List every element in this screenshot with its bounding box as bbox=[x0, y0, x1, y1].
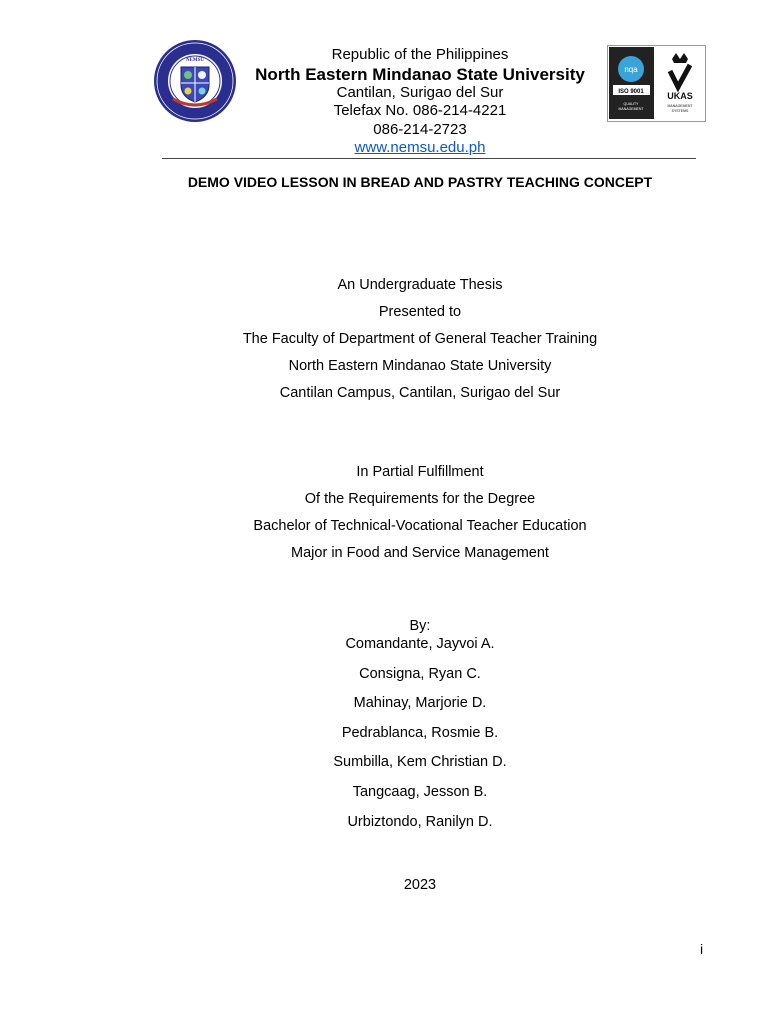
thesis-title: DEMO VIDEO LESSON IN BREAD AND PASTRY TEACHING CONCEPT bbox=[187, 174, 653, 190]
author-name: Tangcaag, Jesson B. bbox=[352, 783, 488, 800]
presentation-line: The Faculty of Department of General Teacher Training bbox=[242, 331, 598, 347]
letterhead bbox=[240, 46, 600, 158]
page-number: i bbox=[700, 941, 704, 957]
svg-text:nqa: nqa bbox=[624, 65, 638, 74]
svg-text:SYSTEMS: SYSTEMS bbox=[671, 109, 689, 113]
fulfillment-line: Of the Requirements for the Degree bbox=[304, 491, 536, 507]
republic-line: Republic of the Philippines bbox=[331, 46, 509, 63]
svg-text:QUALITY: QUALITY bbox=[623, 102, 639, 106]
presentation-line: Cantilan Campus, Cantilan, Surigao del Sur bbox=[279, 385, 561, 401]
header-divider bbox=[162, 158, 696, 159]
presentation-line: Presented to bbox=[378, 304, 462, 320]
fulfillment-line: Major in Food and Service Management bbox=[291, 545, 549, 561]
thesis-year: 2023 bbox=[403, 877, 437, 893]
telefax-line: Telefax No. 086-214-4221 bbox=[333, 102, 507, 119]
svg-text:UKAS: UKAS bbox=[667, 91, 693, 101]
certification-logos bbox=[607, 45, 706, 122]
ukas-logo bbox=[656, 47, 704, 119]
fulfillment-line: In Partial Fulfillment bbox=[356, 464, 484, 480]
university-seal-logo bbox=[153, 39, 237, 123]
university-name: North Eastern Mindanao State University bbox=[255, 64, 585, 84]
authors-list bbox=[0, 630, 768, 837]
author-name: Pedrablanca, Rosmie B. bbox=[341, 724, 499, 741]
presentation-line: An Undergraduate Thesis bbox=[337, 277, 503, 293]
nqa-iso-logo bbox=[609, 47, 654, 119]
presentation-line: North Eastern Mindanao State University bbox=[288, 358, 552, 374]
author-name: Mahinay, Marjorie D. bbox=[353, 695, 487, 712]
svg-text:MANAGEMENT: MANAGEMENT bbox=[667, 104, 693, 108]
by-label: By: bbox=[409, 618, 431, 634]
fulfillment-line: Bachelor of Technical-Vocational Teacher Education bbox=[253, 518, 587, 534]
presentation-block bbox=[0, 272, 768, 407]
author-name: Consigna, Ryan C. bbox=[359, 665, 481, 682]
svg-text:NEMSU: NEMSU bbox=[185, 58, 205, 63]
address-line: Cantilan, Surigao del Sur bbox=[336, 83, 504, 101]
phone-line: 086-214-2723 bbox=[373, 120, 467, 138]
svg-text:MANAGEMENT: MANAGEMENT bbox=[618, 107, 644, 111]
fulfillment-block bbox=[0, 459, 768, 567]
author-name: Sumbilla, Kem Christian D. bbox=[333, 754, 507, 771]
author-name: Comandante, Jayvoi A. bbox=[345, 636, 495, 652]
author-name: Urbiztondo, Ranilyn D. bbox=[347, 813, 493, 830]
website-link[interactable]: www.nemsu.edu.ph bbox=[354, 139, 486, 156]
svg-text:ISO 9001: ISO 9001 bbox=[618, 89, 644, 95]
